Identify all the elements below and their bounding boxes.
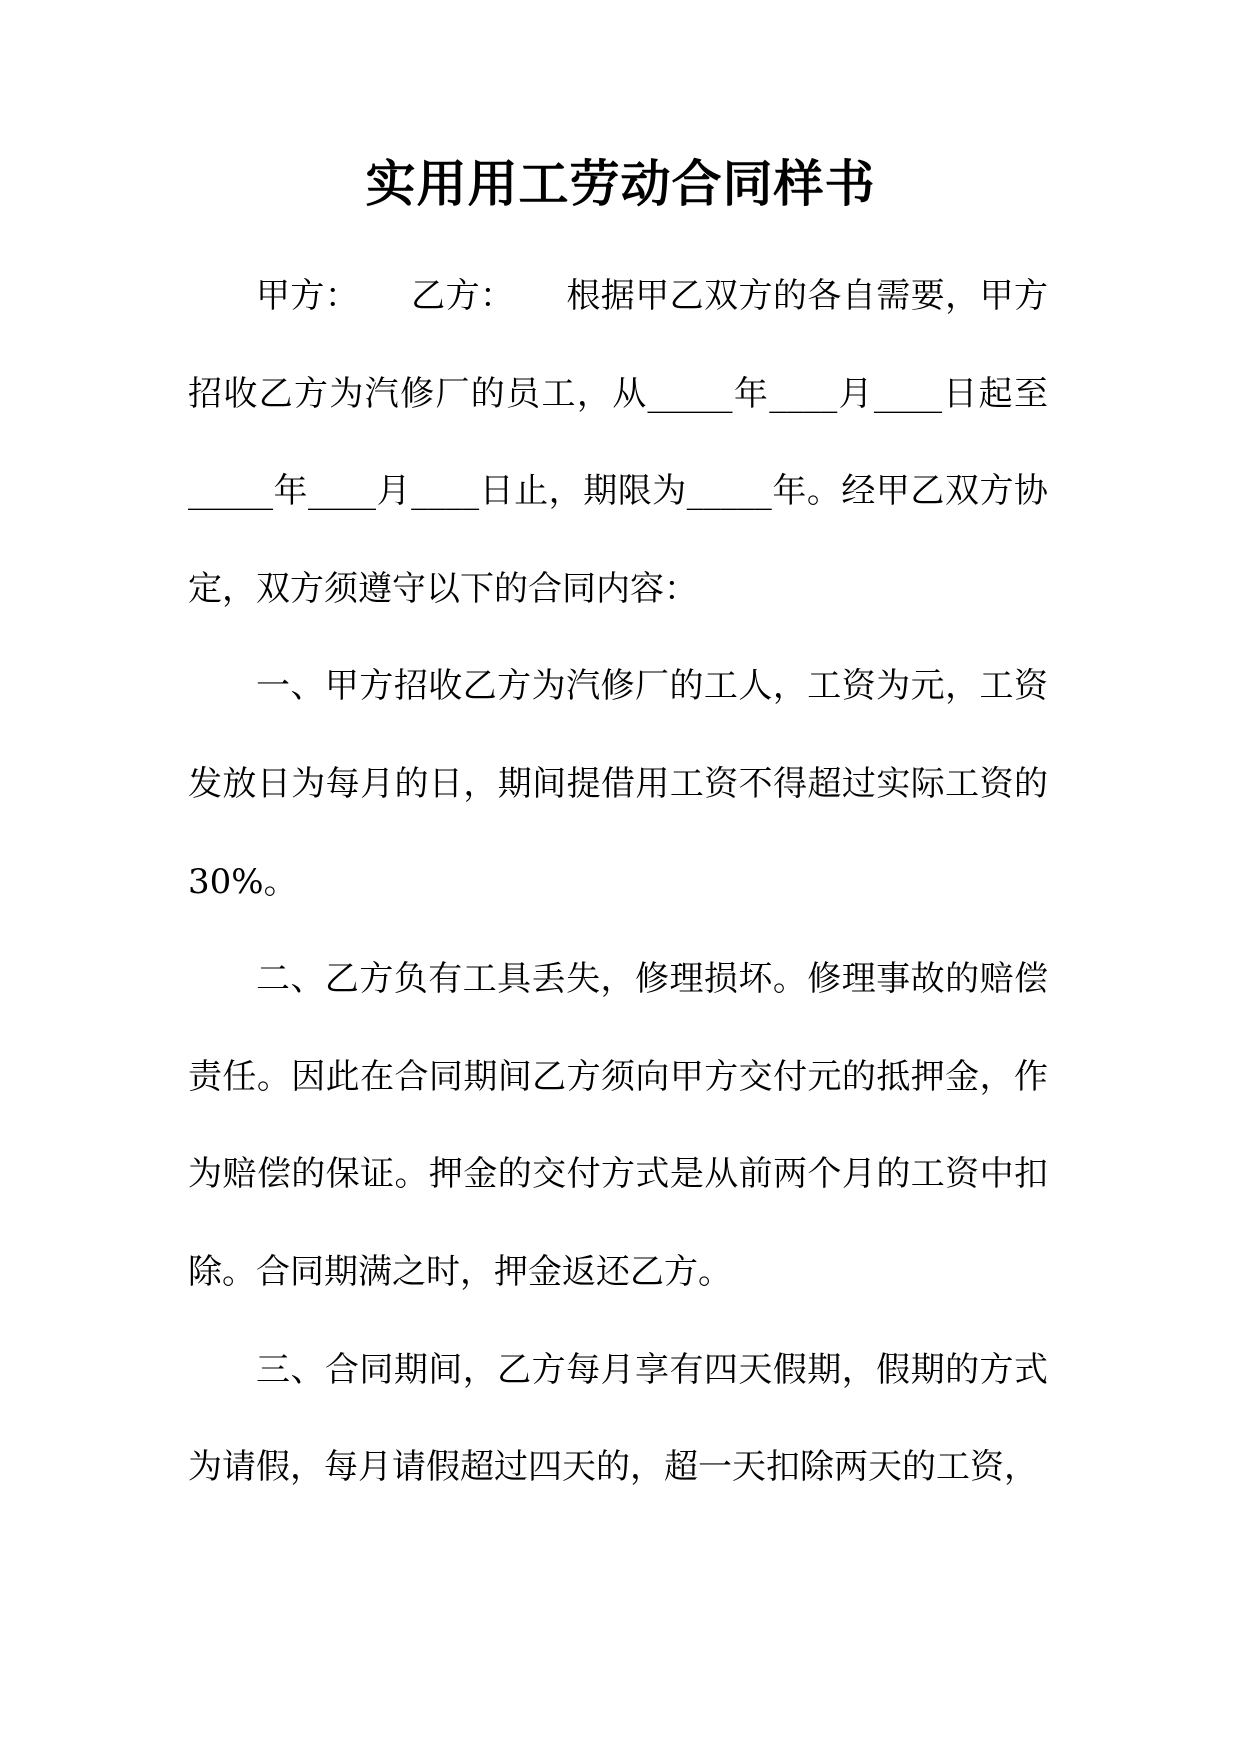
paragraph-clause-3: 三、合同期间，乙方每月享有四天假期，假期的方式为请假，每月请假超过四天的，超一天扣除两天的工资， xyxy=(188,1349,1048,1488)
document-body xyxy=(188,248,1048,1517)
document-title: 实用用工劳动合同样书 xyxy=(365,154,876,213)
paragraph-clause-1: 一、甲方招收乙方为汽修厂的工人，工资为元，工资发放日为每月的日，期间提借用工资不得超过实际工资的30%。 xyxy=(188,666,1048,902)
paragraph-intro: 甲方： 乙方： 根据甲乙双方的各自需要，甲方招收乙方为汽修厂的员工，从_____年____月____日起至_____年____月____日止，期限为_____年。经甲乙双方协定，双方须遵守以下的合同内容： xyxy=(188,276,1048,609)
paragraph-clause-2: 二、乙方负有工具丢失，修理损坏。修理事故的赔偿责任。因此在合同期间乙方须向甲方交付元的抵押金，作为赔偿的保证。押金的交付方式是从前两个月的工资中扣除。合同期满之时，押金返还乙方。 xyxy=(188,959,1048,1292)
